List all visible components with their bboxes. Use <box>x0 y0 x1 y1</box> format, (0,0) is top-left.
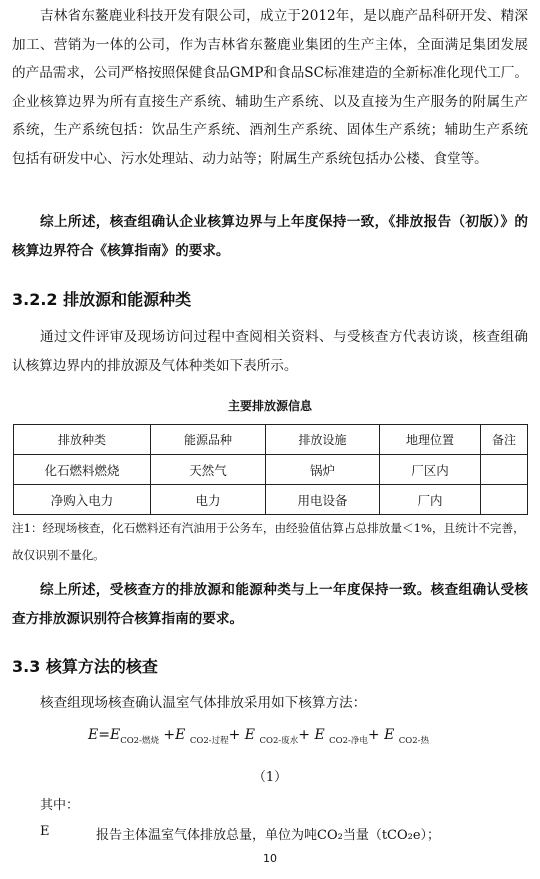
cell-remarks <box>481 485 528 515</box>
formula-sub-wastewater: CO2-废水 <box>259 735 299 746</box>
formula-lhs: E <box>88 727 99 743</box>
equation-number: （1） <box>252 770 288 785</box>
section-heading-3-3: 3.3 核算方法的核查 <box>12 657 158 676</box>
emission-source-table <box>13 424 528 515</box>
formula-plus: + <box>228 727 241 743</box>
header-remarks: 备注 <box>481 425 528 455</box>
header-location: 地理位置 <box>380 425 481 455</box>
formula-plus: + <box>367 727 380 743</box>
cell-remarks <box>481 455 528 485</box>
formula-term-e: E <box>244 727 256 743</box>
formula-sub-heat: CO2-热 <box>398 735 430 746</box>
cell-emission-type: 化石燃料燃烧 <box>14 455 151 485</box>
table-note: 注1：经现场核查，化石燃料还有汽油用于公务车，由经验值估算占总排放量＜1%，且统计不完善，故仅识别不量化。 <box>12 521 525 562</box>
table-header-row <box>14 425 528 455</box>
definition-symbol: E <box>40 824 50 839</box>
cell-facility: 锅炉 <box>266 455 380 485</box>
formula-sub-combustion: CO2-燃烧 <box>120 735 159 746</box>
cell-energy-type: 电力 <box>151 485 266 515</box>
formula-sub-net-electricity: CO2-净电 <box>329 735 368 746</box>
formula-term-e: E <box>175 727 186 743</box>
formula-equals: = <box>98 727 110 743</box>
cell-emission-type: 净购入电力 <box>14 485 151 515</box>
formula-plus: + <box>163 727 176 743</box>
emission-formula <box>88 727 429 746</box>
method-intro-paragraph: 核查组现场核查确认温室气体排放采用如下核算方法： <box>40 695 367 711</box>
source-conclusion-paragraph: 综上所述，受核查方的排放源和能源种类与上一年度保持一致。核查组确认受核查方排放源识别符合核算指南的要求。 <box>12 582 528 627</box>
where-label: 其中： <box>40 798 80 813</box>
section-heading-3-2-2: 3.2.2 排放源和能源种类 <box>12 290 192 309</box>
cell-location: 厂区内 <box>380 455 481 485</box>
formula-term-e: E <box>109 727 121 743</box>
formula-plus: + <box>298 727 310 743</box>
cell-energy-type: 天然气 <box>151 455 266 485</box>
table-row <box>14 455 528 485</box>
definition-text: 报告主体温室气体排放总量，单位为吨CO₂当量（tCO₂e）； <box>96 828 441 843</box>
formula-term-e: E <box>314 727 325 743</box>
company-intro-paragraph: 吉林省东鳌鹿业科技开发有限公司，成立于2012年，是以鹿产品科研开发、精深加工、营销为一体的公司，作为吉林省东鳌鹿业集团的生产主体，全面满足集团发展的产品需求，公司严格按照保健食品GMP和食品SC标准建造的全新标准化现代工厂。企业核算边界为所有直接生产系统、辅助生产系统、以及直接为生产服务的附属生产系统，生产系统包括：饮品生产系统、酒剂生产系统、固体生产系统；辅助生产系统包括有研发中心、污水处理站、动力站等；附属生产系统包括办公楼、食堂等。 <box>12 8 528 167</box>
cell-facility: 用电设备 <box>266 485 380 515</box>
formula-sub-process: CO2-过程 <box>189 735 229 746</box>
header-emission-type: 排放种类 <box>14 425 151 455</box>
header-facility: 排放设施 <box>266 425 380 455</box>
boundary-conclusion-paragraph: 综上所述，核查组确认企业核算边界与上年度保持一致，《排放报告（初版）》的核算边界符合《核算指南》的要求。 <box>12 214 528 259</box>
table-row <box>14 485 528 515</box>
table-caption: 主要排放源信息 <box>227 399 312 413</box>
header-energy-type: 能源品种 <box>151 425 266 455</box>
source-intro-paragraph: 通过文件评审及现场访问过程中查阅相关资料、与受核查方代表访谈，核查组确认核算边界内的排放源及气体种类如下表所示。 <box>12 329 528 374</box>
cell-location: 厂内 <box>380 485 481 515</box>
page-number: 10 <box>263 852 277 865</box>
formula-term-e: E <box>384 727 395 743</box>
